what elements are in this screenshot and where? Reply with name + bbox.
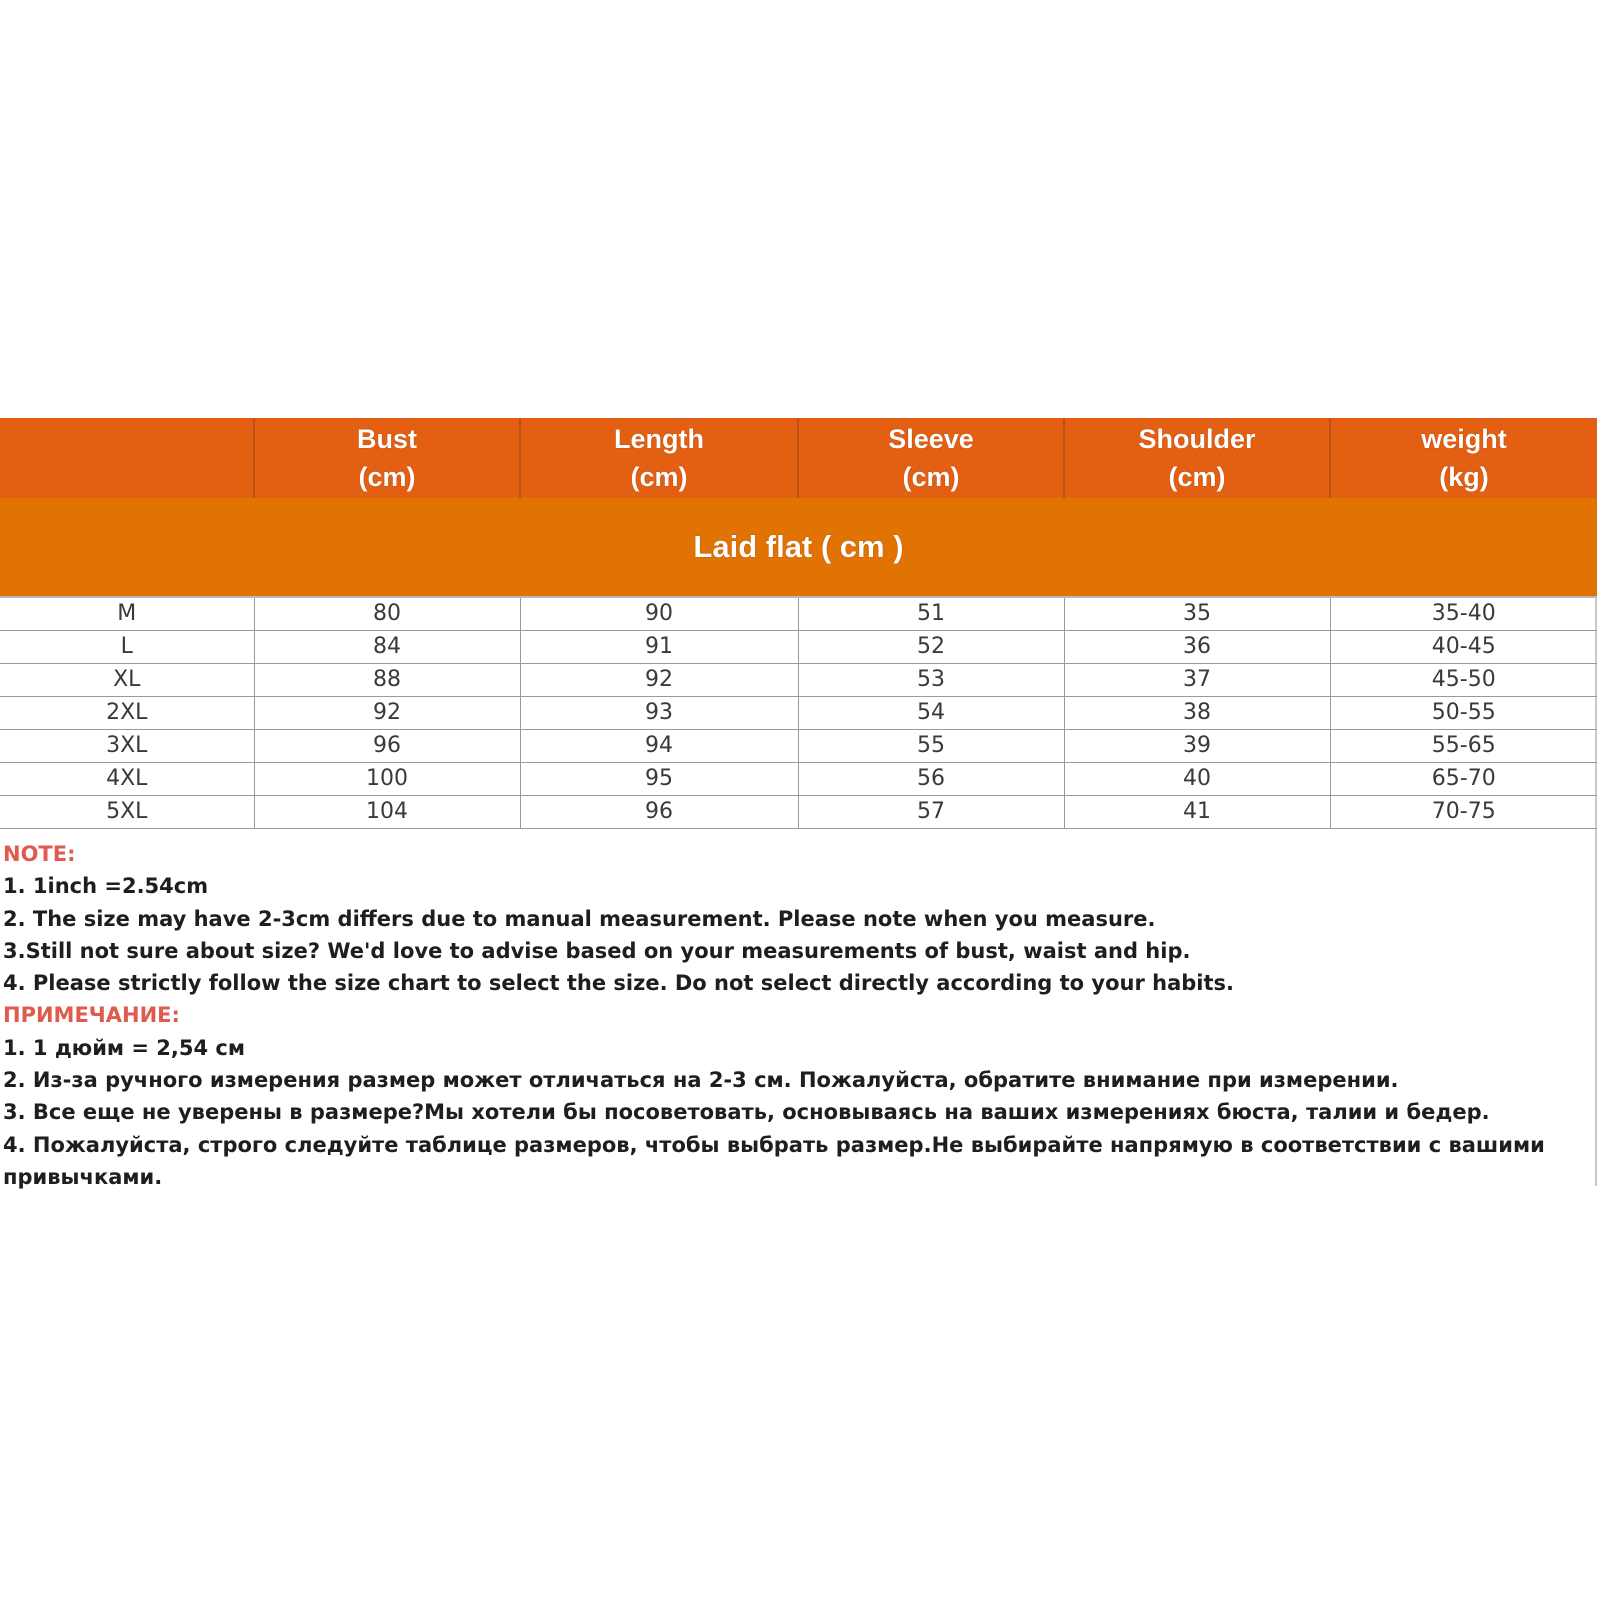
cell-sleeve: 57 bbox=[798, 795, 1064, 828]
laid-flat-label: Laid flat ( cm ) bbox=[0, 498, 1597, 597]
cell-shoulder: 37 bbox=[1064, 663, 1330, 696]
note-item: 1. 1 дюйм = 2,54 см bbox=[3, 1035, 246, 1060]
table-row bbox=[0, 762, 1597, 795]
note-item: 1. 1inch =2.54cm bbox=[3, 874, 209, 899]
cell-length: 96 bbox=[520, 795, 798, 828]
cell-sleeve: 52 bbox=[798, 630, 1064, 663]
size-chart bbox=[0, 418, 1597, 1189]
header-cell-bust bbox=[254, 418, 520, 498]
cell-sleeve: 51 bbox=[798, 597, 1064, 630]
cell-weight: 40-45 bbox=[1330, 630, 1597, 663]
cell-shoulder: 41 bbox=[1064, 795, 1330, 828]
note-heading-en: NOTE: bbox=[3, 842, 76, 866]
cell-shoulder: 35 bbox=[1064, 597, 1330, 630]
cell-sleeve: 53 bbox=[798, 663, 1064, 696]
header-cell-length bbox=[520, 418, 798, 498]
header-unit: (cm) bbox=[1168, 462, 1226, 492]
cell-bust: 92 bbox=[254, 696, 520, 729]
table-row bbox=[0, 663, 1597, 696]
cell-shoulder: 38 bbox=[1064, 696, 1330, 729]
header-unit: (kg) bbox=[1439, 462, 1489, 492]
cell-size: XL bbox=[0, 663, 254, 696]
header-cell-size bbox=[0, 418, 254, 498]
table-row bbox=[0, 729, 1597, 762]
size-table bbox=[0, 418, 1597, 829]
note-item: 2. Из-за ручного измерения размер может отличаться на 2-3 см. Пожалуйста, обратите внимание при измерении. bbox=[3, 1068, 1399, 1093]
note-heading-ru: ПРИМЕЧАНИЕ: bbox=[3, 1003, 180, 1028]
header-unit: (cm) bbox=[902, 462, 960, 492]
header-cell-shoulder bbox=[1064, 418, 1330, 498]
cell-bust: 104 bbox=[254, 795, 520, 828]
table-row bbox=[0, 795, 1597, 828]
cell-sleeve: 54 bbox=[798, 696, 1064, 729]
header-cell-weight bbox=[1330, 418, 1597, 498]
cell-shoulder: 39 bbox=[1064, 729, 1330, 762]
cell-bust: 100 bbox=[254, 762, 520, 795]
cell-size: M bbox=[0, 597, 254, 630]
header-row bbox=[0, 418, 1597, 498]
header-label: Shoulder bbox=[1138, 424, 1256, 454]
cell-size: L bbox=[0, 630, 254, 663]
cell-length: 92 bbox=[520, 663, 798, 696]
cell-bust: 84 bbox=[254, 630, 520, 663]
header-label: Sleeve bbox=[888, 424, 974, 454]
cell-sleeve: 56 bbox=[798, 762, 1064, 795]
header-cell-sleeve bbox=[798, 418, 1064, 498]
cell-bust: 88 bbox=[254, 663, 520, 696]
table-row bbox=[0, 696, 1597, 729]
cell-length: 93 bbox=[520, 696, 798, 729]
cell-length: 91 bbox=[520, 630, 798, 663]
header-label: Length bbox=[614, 424, 704, 454]
note-item: 2. The size may have 2-3cm differs due to manual measurement. Please note when you measure. bbox=[3, 906, 1156, 931]
cell-size: 2XL bbox=[0, 696, 254, 729]
header-unit: (cm) bbox=[358, 462, 416, 492]
cell-weight: 45-50 bbox=[1330, 663, 1597, 696]
table-row bbox=[0, 630, 1597, 663]
header-label: weight bbox=[1421, 424, 1507, 454]
cell-bust: 96 bbox=[254, 729, 520, 762]
header-label: Bust bbox=[357, 424, 417, 454]
note-item: 4. Please strictly follow the size chart to select the size. Do not select directly according to your habits. bbox=[3, 971, 1235, 996]
cell-weight: 70-75 bbox=[1330, 795, 1597, 828]
cell-shoulder: 40 bbox=[1064, 762, 1330, 795]
cell-size: 5XL bbox=[0, 795, 254, 828]
cell-weight: 35-40 bbox=[1330, 597, 1597, 630]
cell-weight: 55-65 bbox=[1330, 729, 1597, 762]
table-row bbox=[0, 597, 1597, 630]
note-item: 3.Still not sure about size? We'd love to advise based on your measurements of bust, waist and hip. bbox=[3, 938, 1191, 963]
notes-section bbox=[3, 838, 1593, 1193]
cell-weight: 50-55 bbox=[1330, 696, 1597, 729]
cell-bust: 80 bbox=[254, 597, 520, 630]
cell-shoulder: 36 bbox=[1064, 630, 1330, 663]
cell-length: 94 bbox=[520, 729, 798, 762]
cell-size: 3XL bbox=[0, 729, 254, 762]
cell-sleeve: 55 bbox=[798, 729, 1064, 762]
cell-weight: 65-70 bbox=[1330, 762, 1597, 795]
cell-length: 90 bbox=[520, 597, 798, 630]
header-unit: (cm) bbox=[630, 462, 688, 492]
cell-size: 4XL bbox=[0, 762, 254, 795]
table-body bbox=[0, 597, 1597, 828]
note-item: 3. Все еще не уверены в размере?Мы хотели бы посоветовать, основываясь на ваших измерениях бюста, талии и бедер. bbox=[3, 1100, 1490, 1125]
cell-length: 95 bbox=[520, 762, 798, 795]
laid-flat-band bbox=[0, 498, 1597, 597]
note-item: 4. Пожалуйста, строго следуйте таблице размеров, чтобы выбрать размер.Не выбирайте напрямую в соответствии с вашими привычками. bbox=[3, 1132, 1545, 1189]
